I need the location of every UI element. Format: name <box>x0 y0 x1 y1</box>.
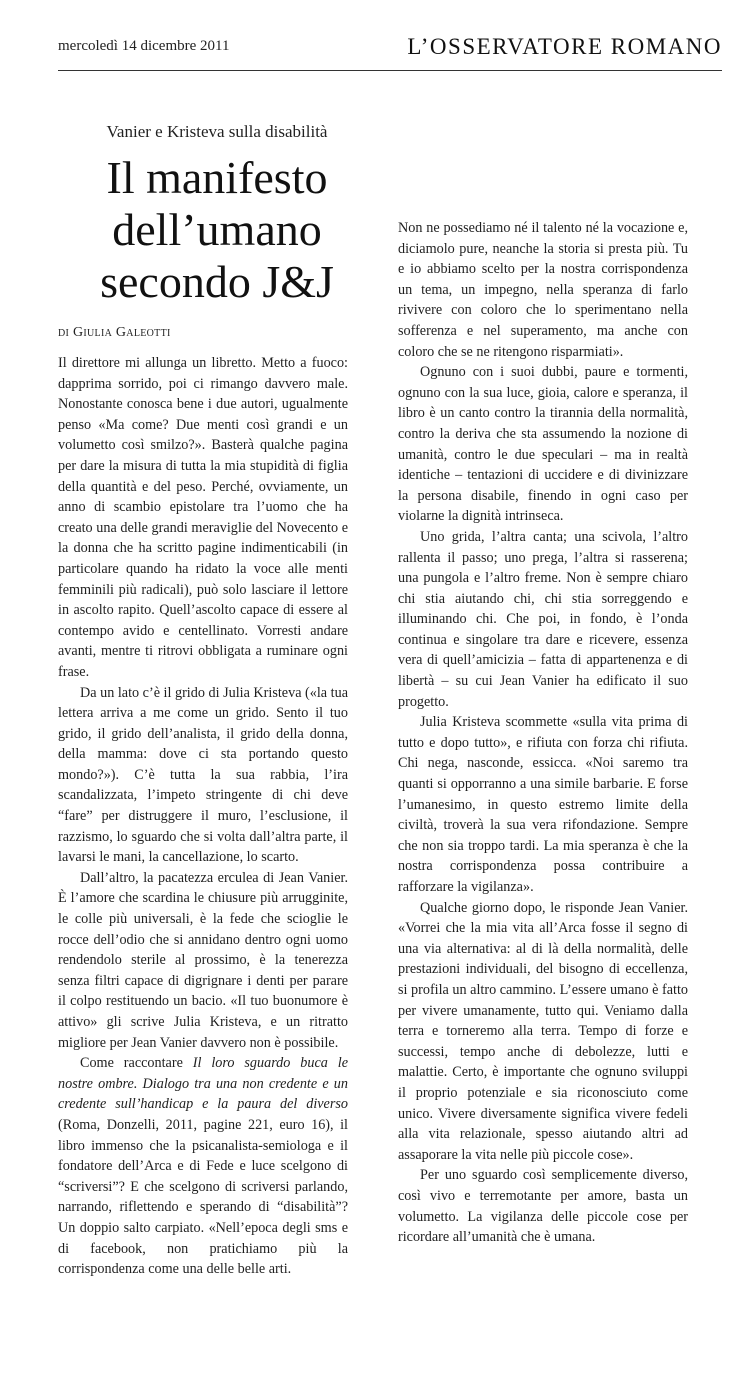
byline-author: Giulia Galeotti <box>72 325 171 340</box>
book-title: Il loro sguardo buca le nostre ombre. Dialogo tra una non credente e un credente sull’handicap e la paura del diverso <box>58 1055 349 1113</box>
paragraph: Il direttore mi allunga un libretto. Metto a fuoco: dapprima sorrido, poi ci rimango davvero male. Nonostante conosca bene i due autori, ugualmente penso «Ma come? Due menti così grandi e un volumetto così smilzo?». Basterà qualche pagina per dare la misura di tutta la mia stupidità di figlia della quantità e del peso. Perché, ovviamente, un anno di scambio epistolare tra l’uomo che ha creato una delle grandi meraviglie del Novecento e la donna che ha scritto pagine indimenticabili (in particolare quando ha ridato la voce alle menti femminili più radicali), può solo lasciare il lettore in ascolto rapito. Quell’ascolto capace di essere al contempo avido e centellinato. Vorresti andare avanti, mentre ti ritrovi obbligata a ruminare ogni frase. <box>58 355 348 680</box>
page-header <box>58 34 722 64</box>
paragraph: Da un lato c’è il grido di Julia Kristeva («la tua lettera arriva a me come un grido. Sento il tuo grido, il grido dell’analista, il grido della donna, della mamma: dove ci sta portando questo mondo?»). C’è tutta la sua rabbia, l’ira scandalizzata, l’impeto stringente di chi deve “fare” per distruggere il muro, l’esclusione, il razzismo, lo sguardo che si volta dall’altra parte, il lavarsi le mani, la cancellazione, lo scarto. <box>58 684 348 866</box>
paragraph: Dall’altro, la pacatezza erculea di Jean Vanier. È l’amore che scardina le chiusure più arrugginite, le colle più universali, è la fede che scioglie le rocce dell’odio che si annidano dentro ogni uomo rendendolo sterile al prossimo, è la tenerezza senza filtri capace di digrignare i denti per parare il colpo restituendo un bacio. «Il tuo buonumore è attivo» gli scrive Julia Kristeva, e un ritratto migliore per Jean Vanier davvero non è possibile. <box>58 869 348 1051</box>
article-kicker: Vanier e Kristeva sulla disabilità <box>106 122 328 141</box>
header-divider <box>58 70 722 71</box>
paragraph-text: (Roma, Donzelli, 2011, pagine 221, euro 16), il libro immenso che la psicanalista-semiologa e il fondatore dell’Arca e di Fede e luce scelgono di “scriversi”? E che scelgono di scriversi parlando, narrando, riflettendo e sperando di “disabilità”? Un doppio salto carpiato. «Nell’epoca degli sms e di facebook, non pratichiamo più la corrispondenza come una delle belle arti. <box>58 1116 348 1278</box>
byline-prefix: di <box>58 325 70 340</box>
headline-line-2: dell’umano <box>112 204 322 255</box>
headline-line-3: secondo J&J <box>100 256 334 307</box>
paragraph: Qualche giorno dopo, le risponde Jean Vanier. «Vorrei che la mia vita all’Arca fosse il segno di una via alternativa: al di là della normalità, delle prestazioni individuali, del bisogno di eccellenza, si profila un altro cammino. L’essere umano è fatto per vivere umanamente, tutto qui. Veniamo dalla terra e torneremo alla terra. Tempo di forze e successi, tempo anche di debolezze, lutti e malattie. Certo, è importante che ognuno sviluppi il proprio potenziale e sia riconosciuto come unico. Vivere diversamente significa vivere fedeli alla vita relazionale, spesso aiutando altri ad assaporare la vita nelle più piccole cose». <box>398 899 688 1163</box>
article-column-left <box>58 353 348 1280</box>
headline-line-1: Il manifesto <box>106 152 328 203</box>
paragraph-text: Come raccontare <box>80 1055 193 1072</box>
article-column-right <box>398 218 688 1248</box>
paragraph <box>58 1053 348 1280</box>
paragraph: Non ne possediamo né il talento né la vocazione e, diciamolo pure, neanche la storia si presta più. Tu e io abbiamo scelto per la nostra corrispondenza un tema, un impegno, nella speranza di farlo rivivere con coloro che lo sperimentano nella sofferenza e nel superamento, ma anche con coloro che se ne ritengono risparmiati». <box>398 220 688 360</box>
issue-date: mercoledì 14 dicembre 2011 <box>58 38 230 54</box>
newspaper-masthead: L’OSSERVATORE ROMANO <box>407 34 722 59</box>
article-byline <box>58 325 376 341</box>
paragraph: Per uno sguardo così semplicemente diverso, così vivo e terremotante per amore, basta un volumetto. La vigilanza delle piccole cose per ricordare all’umanità che è umana. <box>398 1167 688 1246</box>
paragraph: Julia Kristeva scommette «sulla vita prima di tutto e dopo tutto», e rifiuta con forza chi rifiuta. Chi nega, nasconde, essicca. «Noi saremo tra quanti si opporranno a una simile barbarie. E forse l’umanesimo, in questo estremo limite della civiltà, troverà la sua vera rifondazione. Sempre che non sia troppo tardi. La mia speranza è che la nostra corrispondenza possa contribuire a rafforzare la vigilanza». <box>398 714 688 895</box>
paragraph: Ognuno con i suoi dubbi, paure e tormenti, ognuno con la sua luce, gioia, calore e speranza, il libro è un canto contro la tirannia della normalità, contro la deriva che sta assumendo la nozione di umanità, contro le due speculari – ma in realtà identiche – tentazioni di uccidere e di divinizzare la persona disabile, finendo in ogni caso per violarne la dignità intrinseca. <box>398 364 688 525</box>
paragraph: Uno grida, l’altra canta; una scivola, l’altro rallenta il passo; uno prega, l’altra si rasserena; una pungola e l’altro freme. Non è sempre chiaro chi stia aiutando chi, chi stia sorreggendo e illuminando chi. Che poi, in fondo, è l’onda continua e singolare tra dare e ricevere, essenza vera di quell’amicizia – fatta di appartenenza e di libertà – su cui Jean Vanier ha edificato il suo progetto. <box>398 528 688 710</box>
article-headline <box>58 152 376 308</box>
